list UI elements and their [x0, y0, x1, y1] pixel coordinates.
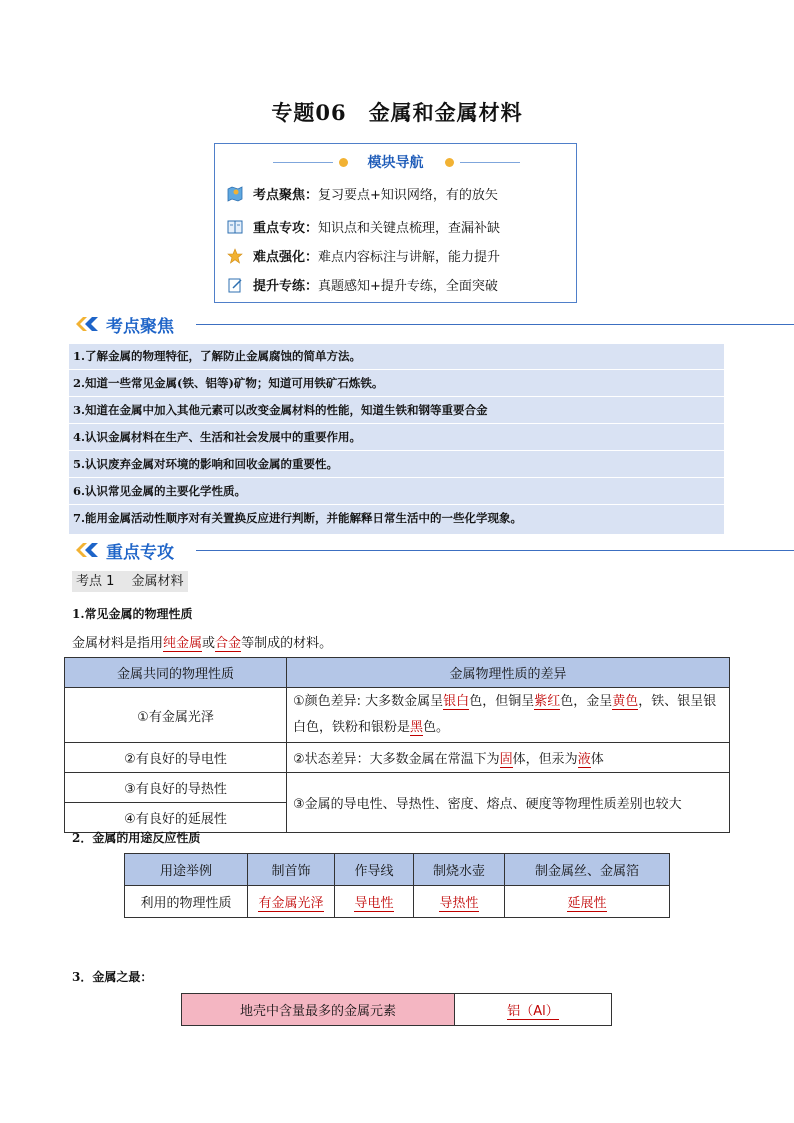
focus-points-box	[69, 344, 724, 534]
edit-icon	[227, 277, 243, 293]
book-icon	[227, 219, 243, 235]
focus-point: 4.认识金属材料在生产、生活和社会发展中的重要作用。	[73, 430, 362, 444]
nav-item-focus	[227, 184, 498, 203]
focus-point: 3.知道在金属中加入其他元素可以改变金属材料的性能，知道生铁和钢等重要合金	[73, 403, 488, 417]
table-header: 金属共同的物理性质	[65, 658, 287, 688]
focus-separator	[69, 477, 724, 478]
nav-item-desc: 复习要点+知识网络，有的放矢	[318, 188, 498, 203]
focus-separator	[69, 423, 724, 424]
focus-point: 7.能用金属活动性顺序对有关置换反应进行判断，并能解释日常生活中的一些化学现象。	[73, 511, 523, 525]
table-cell	[505, 886, 670, 918]
superlatives-table	[181, 993, 612, 1026]
table-cell: ①有金属光泽	[65, 688, 287, 743]
page-title: 专题06 金属和金属材料	[271, 100, 523, 125]
nav-item-desc: 难点内容标注与讲解，能力提升	[318, 250, 501, 265]
nav-item-label: 考点聚焦：	[253, 188, 319, 203]
focus-point: 6.认识常见金属的主要化学性质。	[73, 484, 247, 498]
table-cell: ④有良好的延展性	[65, 803, 287, 833]
table-row	[65, 743, 730, 773]
answer-underline: 固	[499, 752, 513, 767]
para-text: 金属材料是指用	[72, 636, 164, 651]
answer-underline: 纯金属	[163, 636, 203, 651]
table-cell	[335, 886, 414, 918]
cell-text: ②状态差异：大多数金属在常温下为	[293, 752, 500, 767]
table-cell	[414, 886, 505, 918]
section-heading-key	[74, 538, 724, 562]
subheading-uses: 2．金属的用途反应性质	[72, 831, 201, 845]
cell-text: 色，但铜呈	[469, 694, 535, 709]
focus-point: 5.认识废弃金属对环境的影响和回收金属的重要性。	[73, 457, 339, 471]
table-row	[65, 688, 730, 743]
nav-item-label: 提升专练：	[253, 279, 319, 294]
focus-separator	[69, 504, 724, 505]
answer-underline: 延展性	[567, 896, 607, 911]
nav-item-desc: 知识点和关键点梳理，查漏补缺	[318, 221, 501, 236]
nav-header	[215, 152, 576, 172]
subheading-physical: 1.常见金属的物理性质	[72, 607, 193, 621]
table-cell: ②有良好的导电性	[65, 743, 287, 773]
answer-underline: 铝（Al）	[507, 1004, 559, 1019]
table-row	[65, 773, 730, 803]
para-text: 或	[202, 636, 216, 651]
table-row	[182, 994, 612, 1026]
state-difference-cell	[287, 743, 730, 773]
nav-dot-right	[445, 158, 454, 167]
answer-underline: 紫红	[534, 694, 561, 709]
answer-underline: 银白	[443, 694, 470, 709]
subheading-superlatives: 3．金属之最：	[72, 970, 153, 984]
focus-point: 1.了解金属的物理特征，了解防止金属腐蚀的简单方法。	[73, 349, 362, 363]
nav-item-key	[227, 217, 500, 236]
table-header: 作导线	[335, 854, 414, 886]
table-row	[125, 854, 670, 886]
answer-underline: 导电性	[354, 896, 394, 911]
answer-underline: 导热性	[439, 896, 479, 911]
para-text: 等制成的材料。	[241, 636, 333, 651]
nav-item-label: 重点专攻：	[253, 221, 319, 236]
section-title: 考点聚焦	[106, 317, 174, 337]
table-row	[65, 658, 730, 688]
kaodian-label: 考点 1 金属材料	[72, 571, 188, 592]
nav-dot-left	[339, 158, 348, 167]
answer-underline: 有金属光泽	[258, 896, 324, 911]
double-chevron-icon	[74, 314, 100, 334]
cell-text: 体，但汞为	[512, 752, 578, 767]
table-row	[125, 886, 670, 918]
definition-paragraph	[72, 632, 332, 651]
table-header: 用途举例	[125, 854, 248, 886]
answer-underline: 液	[577, 752, 591, 767]
table-cell: ③金属的导电性、导热性、密度、熔点、硬度等物理性质差别也较大	[287, 773, 730, 833]
answer-underline: 合金	[215, 636, 242, 651]
answer-underline: 黄色	[612, 694, 639, 709]
answer-underline: 黑	[410, 720, 424, 735]
table-header: 制首饰	[248, 854, 335, 886]
focus-point: 2.知道一些常见金属(铁、铝等)矿物；知道可用铁矿石炼铁。	[73, 376, 384, 390]
section-rule	[196, 550, 794, 551]
cell-text: ①颜色差异: 大多数金属呈	[293, 694, 444, 709]
section-heading-focus	[74, 312, 724, 336]
nav-item-label: 难点强化：	[253, 250, 319, 265]
cell-text: 体	[590, 752, 604, 767]
nav-item-practice	[227, 275, 498, 294]
cell-text: 色。	[423, 720, 450, 735]
section-title: 重点专攻	[106, 543, 174, 563]
table-cell	[455, 994, 612, 1026]
physical-properties-table	[64, 657, 730, 833]
focus-separator	[69, 369, 724, 370]
table-cell	[248, 886, 335, 918]
nav-item-desc: 真题感知+提升专练，全面突破	[318, 279, 498, 294]
table-header: 金属物理性质的差异	[287, 658, 730, 688]
table-header: 制烧水壶	[414, 854, 505, 886]
star-icon	[227, 248, 243, 264]
nav-rule-right	[460, 162, 520, 163]
table-cell: ③有良好的导热性	[65, 773, 287, 803]
section-rule	[196, 324, 794, 325]
color-difference-cell	[287, 688, 730, 743]
cell-text: ，铁、银呈银白色，铁粉和银粉是	[293, 694, 717, 735]
map-icon	[227, 186, 243, 202]
nav-item-hard	[227, 246, 500, 265]
focus-separator	[69, 396, 724, 397]
nav-title: 模块导航	[367, 155, 424, 171]
table-header: 制金属丝、金属箔	[505, 854, 670, 886]
nav-rule-left	[273, 162, 333, 163]
table-cell: 地壳中含量最多的金属元素	[182, 994, 455, 1026]
module-nav-box	[214, 143, 577, 303]
uses-table	[124, 853, 670, 918]
focus-separator	[69, 450, 724, 451]
cell-text: 色，金呈	[560, 694, 613, 709]
double-chevron-icon	[74, 540, 100, 560]
table-cell: 利用的物理性质	[125, 886, 248, 918]
